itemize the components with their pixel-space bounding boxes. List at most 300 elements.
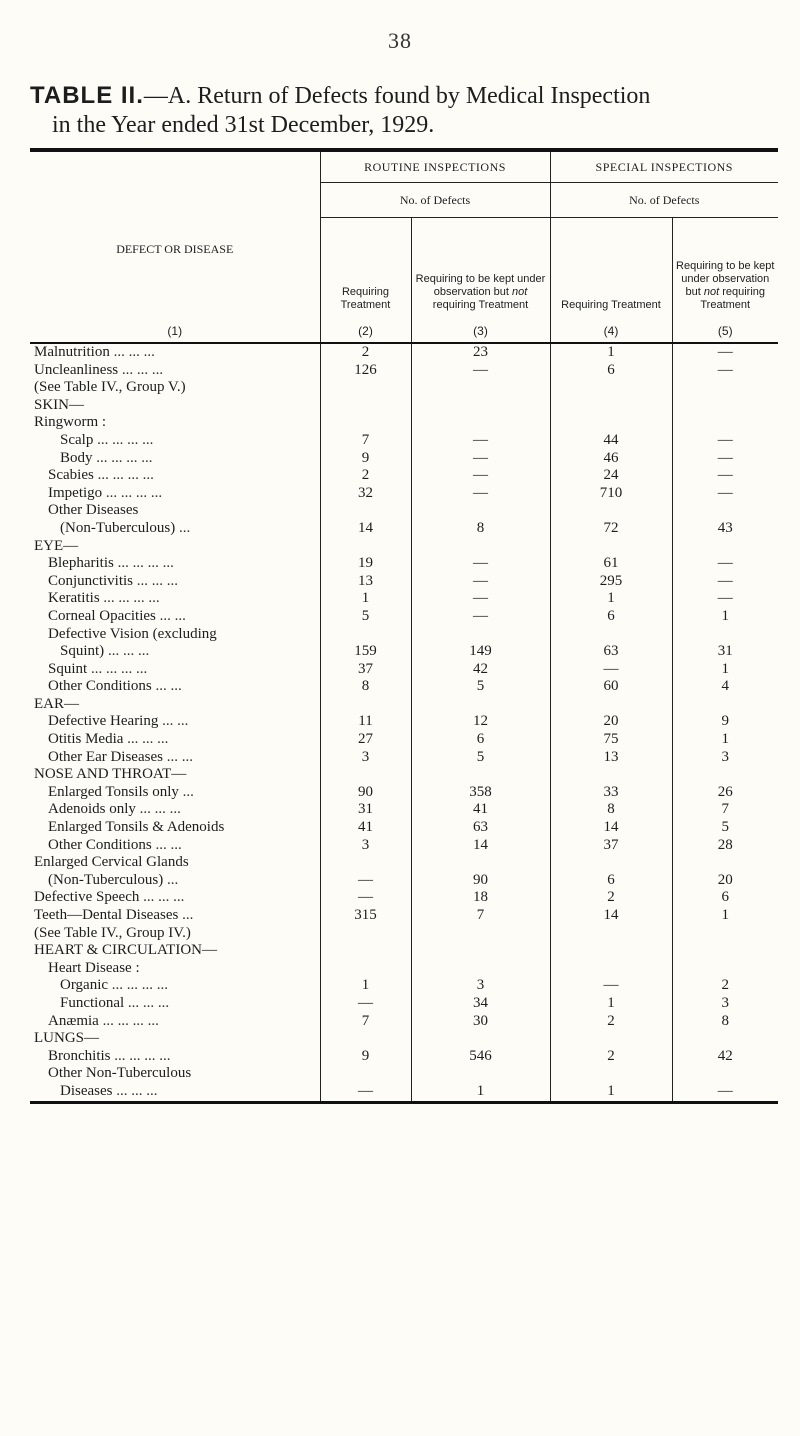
- table-row: [30, 713, 778, 731]
- cell-c4: [550, 696, 672, 714]
- cell-c5: —: [672, 450, 778, 468]
- cell-c5: [672, 502, 778, 520]
- row-label: [30, 1030, 320, 1048]
- cell-c4: [550, 379, 672, 397]
- routine-no-defects-header: No. of Defects: [320, 183, 550, 218]
- cell-c4: [550, 960, 672, 978]
- cell-c5: 5: [672, 819, 778, 837]
- table-row: [30, 819, 778, 837]
- row-label-text: Other Conditions: [48, 678, 152, 695]
- cell-c4: [550, 854, 672, 872]
- table-row: [30, 889, 778, 907]
- cell-c5: 3: [672, 749, 778, 767]
- row-leader-dots: ... ...: [162, 713, 189, 730]
- cell-c5: [672, 538, 778, 556]
- cell-c2: 126: [320, 362, 411, 380]
- cell-c2: 9: [320, 1048, 411, 1066]
- row-label: [30, 1013, 320, 1031]
- table-row: [30, 995, 778, 1013]
- cell-c3: —: [411, 573, 550, 591]
- cell-c3: [411, 397, 550, 415]
- row-label: [30, 608, 320, 626]
- row-label: [30, 661, 320, 679]
- row-leader-dots: ... ... ... ...: [97, 467, 154, 484]
- cell-c5: [672, 960, 778, 978]
- cell-c4: 1: [550, 343, 672, 362]
- row-label-text: Keratitis: [48, 590, 100, 607]
- row-leader-dots: ... ...: [166, 748, 193, 765]
- table-row: [30, 520, 778, 538]
- cell-c2: 3: [320, 749, 411, 767]
- cell-c4: 61: [550, 555, 672, 573]
- cell-c3: 63: [411, 819, 550, 837]
- row-leader-dots: ... ... ... ...: [97, 431, 154, 448]
- row-label-text: Other Conditions: [48, 836, 152, 853]
- row-label: [30, 362, 320, 380]
- cell-c4: [550, 626, 672, 644]
- table-row: [30, 608, 778, 626]
- cell-c3: [411, 414, 550, 432]
- cell-c4: [550, 1065, 672, 1083]
- table-row: [30, 397, 778, 415]
- row-label: [30, 837, 320, 855]
- cell-c2: 5: [320, 608, 411, 626]
- cell-c4: 1: [550, 590, 672, 608]
- cell-c2: 13: [320, 573, 411, 591]
- table-row: [30, 1083, 778, 1101]
- table-row: [30, 854, 778, 872]
- cell-c3: 6: [411, 731, 550, 749]
- cell-c5: 7: [672, 801, 778, 819]
- cell-c5: 28: [672, 837, 778, 855]
- row-leader-dots: ... ... ... ...: [103, 590, 160, 607]
- cell-c4: 37: [550, 837, 672, 855]
- col3-text-b: requiring Treatment: [432, 299, 529, 311]
- row-label: [30, 749, 320, 767]
- cell-c4: [550, 397, 672, 415]
- cell-c3: 546: [411, 1048, 550, 1066]
- row-label-text: Organic: [60, 977, 109, 994]
- cell-c5: 1: [672, 661, 778, 679]
- cell-c5: [672, 696, 778, 714]
- table-row: [30, 362, 778, 380]
- row-label: [30, 343, 320, 362]
- row-label: [30, 467, 320, 485]
- row-label: [30, 696, 320, 714]
- cell-c3: 5: [411, 678, 550, 696]
- table-title: [30, 82, 650, 110]
- cell-c3: 1: [411, 1083, 550, 1101]
- row-label-text: Conjunctivitis: [48, 572, 134, 589]
- row-label-text: Bronchitis: [48, 1047, 111, 1064]
- cell-c4: 6: [550, 872, 672, 890]
- row-leader-dots: ...: [167, 871, 179, 888]
- row-label: [30, 995, 320, 1013]
- row-label-text: Enlarged Tonsils & Adenoids: [48, 819, 225, 836]
- table-row: [30, 1013, 778, 1031]
- defect-column-label: DEFECT OR DISEASE: [116, 241, 234, 256]
- col3-number: (3): [411, 316, 550, 343]
- cell-c3: —: [411, 467, 550, 485]
- cell-c5: [672, 1030, 778, 1048]
- table-row: [30, 942, 778, 960]
- table-row: [30, 343, 778, 362]
- cell-c3: 23: [411, 343, 550, 362]
- table-row: [30, 1065, 778, 1083]
- cell-c4: [550, 502, 672, 520]
- row-label-text: Defective Speech: [34, 889, 140, 906]
- cell-c4: 44: [550, 432, 672, 450]
- cell-c3: [411, 942, 550, 960]
- cell-c5: [672, 854, 778, 872]
- cell-c3: —: [411, 590, 550, 608]
- table-row: [30, 643, 778, 661]
- cell-c2: 159: [320, 643, 411, 661]
- cell-c4: 14: [550, 907, 672, 925]
- table-row: [30, 766, 778, 784]
- row-label: [30, 678, 320, 696]
- row-label-text: Defective Vision (excluding: [48, 625, 217, 642]
- row-label-text: EYE—: [34, 537, 79, 554]
- table-row: [30, 784, 778, 802]
- cell-c4: [550, 538, 672, 556]
- col5-number: (5): [672, 316, 778, 343]
- col5-text-b: requiring Treatment: [700, 286, 766, 311]
- row-label: [30, 766, 320, 784]
- cell-c3: 8: [411, 520, 550, 538]
- row-leader-dots: ...: [182, 783, 194, 800]
- row-label: [30, 502, 320, 520]
- row-label: [30, 942, 320, 960]
- cell-c4: 33: [550, 784, 672, 802]
- cell-c5: 3: [672, 995, 778, 1013]
- cell-c4: 710: [550, 485, 672, 503]
- cell-c2: —: [320, 995, 411, 1013]
- row-leader-dots: ... ... ...: [113, 344, 155, 360]
- cell-c4: 14: [550, 819, 672, 837]
- row-leader-dots: ... ... ...: [121, 361, 164, 378]
- table-row: [30, 379, 778, 397]
- row-label-text: Functional: [60, 994, 125, 1011]
- cell-c2: [320, 925, 411, 943]
- cell-c3: 14: [411, 837, 550, 855]
- table-row: [30, 467, 778, 485]
- table-row: [30, 872, 778, 890]
- table-row: [30, 925, 778, 943]
- cell-c3: [411, 1065, 550, 1083]
- row-label: [30, 1048, 320, 1066]
- cell-c2: [320, 538, 411, 556]
- cell-c4: 8: [550, 801, 672, 819]
- cell-c4: [550, 942, 672, 960]
- cell-c4: 1: [550, 995, 672, 1013]
- cell-c2: [320, 379, 411, 397]
- row-label: [30, 626, 320, 644]
- cell-c5: 4: [672, 678, 778, 696]
- cell-c5: —: [672, 1083, 778, 1101]
- special-inspections-header: SPECIAL INSPECTIONS: [550, 152, 778, 183]
- row-label-text: Enlarged Cervical Glands: [34, 854, 189, 871]
- cell-c2: [320, 502, 411, 520]
- routine-inspections-header: ROUTINE INSPECTIONS: [320, 152, 550, 183]
- cell-c4: 24: [550, 467, 672, 485]
- row-leader-dots: ... ... ...: [116, 1082, 158, 1099]
- cell-c3: 41: [411, 801, 550, 819]
- cell-c5: [672, 397, 778, 415]
- row-label-text: (See Table IV., Group IV.): [34, 924, 191, 941]
- cell-c5: 20: [672, 872, 778, 890]
- row-label-text: EAR—: [34, 695, 79, 712]
- cell-c4: [550, 1030, 672, 1048]
- cell-c5: [672, 626, 778, 644]
- cell-c3: —: [411, 608, 550, 626]
- cell-c2: —: [320, 872, 411, 890]
- row-label: [30, 889, 320, 907]
- col4-header: Requiring Treatment: [550, 218, 672, 317]
- cell-c5: 1: [672, 608, 778, 626]
- table-subtitle: in the Year ended 31st December, 1929.: [52, 112, 435, 138]
- cell-c5: 42: [672, 1048, 778, 1066]
- cell-c2: 90: [320, 784, 411, 802]
- cell-c3: [411, 960, 550, 978]
- cell-c3: —: [411, 555, 550, 573]
- cell-c2: 11: [320, 713, 411, 731]
- bottom-rule: [30, 1101, 778, 1104]
- row-label: [30, 590, 320, 608]
- row-label-text: Blepharitis: [48, 555, 114, 572]
- row-leader-dots: ... ... ...: [143, 889, 185, 906]
- cell-c5: —: [672, 467, 778, 485]
- cell-c5: 31: [672, 643, 778, 661]
- cell-c4: —: [550, 977, 672, 995]
- cell-c3: —: [411, 432, 550, 450]
- cell-c5: 26: [672, 784, 778, 802]
- col3-header: [411, 218, 550, 317]
- row-leader-dots: ... ... ... ...: [90, 660, 148, 677]
- table-row: [30, 573, 778, 591]
- cell-c3: [411, 379, 550, 397]
- row-label: [30, 854, 320, 872]
- cell-c3: 18: [411, 889, 550, 907]
- cell-c5: —: [672, 343, 778, 362]
- row-leader-dots: ... ... ...: [139, 801, 181, 818]
- row-label: [30, 643, 320, 661]
- row-label-text: Uncleanliness: [34, 361, 119, 378]
- row-label-text: Malnutrition: [34, 344, 110, 360]
- cell-c4: [550, 766, 672, 784]
- row-leader-dots: ... ... ... ...: [114, 1047, 171, 1064]
- row-label: [30, 960, 320, 978]
- row-label-text: Body: [60, 449, 93, 466]
- cell-c4: 2: [550, 889, 672, 907]
- page-number: 38: [388, 28, 412, 53]
- row-label-text: Ringworm :: [34, 414, 107, 431]
- cell-c3: [411, 1030, 550, 1048]
- cell-c2: 1: [320, 977, 411, 995]
- cell-c3: 34: [411, 995, 550, 1013]
- cell-c2: 14: [320, 520, 411, 538]
- cell-c5: 9: [672, 713, 778, 731]
- cell-c2: —: [320, 889, 411, 907]
- cell-c3: [411, 502, 550, 520]
- cell-c2: 8: [320, 678, 411, 696]
- row-label: [30, 555, 320, 573]
- cell-c4: 1: [550, 1083, 672, 1101]
- table-row: [30, 749, 778, 767]
- col1-number: (1): [30, 316, 320, 343]
- col2-number: (2): [320, 316, 411, 343]
- row-leader-dots: ... ... ... ...: [105, 484, 163, 501]
- row-label: [30, 432, 320, 450]
- cell-c2: 1: [320, 590, 411, 608]
- row-label-text: Squint: [48, 660, 88, 677]
- row-leader-dots: ... ...: [159, 607, 186, 624]
- row-label: [30, 1065, 320, 1083]
- cell-c3: [411, 766, 550, 784]
- cell-c2: [320, 397, 411, 415]
- cell-c2: 7: [320, 1013, 411, 1031]
- row-label-text: Scalp: [60, 431, 94, 448]
- cell-c2: [320, 696, 411, 714]
- row-label-text: (See Table IV., Group V.): [34, 379, 186, 396]
- row-label-text: Impetigo: [48, 484, 103, 501]
- table-row: [30, 450, 778, 468]
- table-row: [30, 502, 778, 520]
- cell-c2: [320, 766, 411, 784]
- cell-c3: —: [411, 362, 550, 380]
- row-label-text: Heart Disease :: [48, 959, 140, 976]
- blank-header: [30, 152, 320, 183]
- cell-c3: —: [411, 450, 550, 468]
- row-leader-dots: ... ... ... ...: [117, 555, 174, 572]
- cell-c5: —: [672, 485, 778, 503]
- cell-c5: 43: [672, 520, 778, 538]
- row-label-text: Enlarged Tonsils only: [48, 783, 179, 800]
- cell-c4: 2: [550, 1013, 672, 1031]
- cell-c2: 3: [320, 837, 411, 855]
- cell-c5: —: [672, 590, 778, 608]
- cell-c2: [320, 854, 411, 872]
- cell-c2: 41: [320, 819, 411, 837]
- row-label: [30, 573, 320, 591]
- table-row: [30, 414, 778, 432]
- cell-c2: 315: [320, 907, 411, 925]
- row-label-text: Otitis Media: [48, 731, 124, 748]
- cell-c5: —: [672, 555, 778, 573]
- table-row: [30, 1048, 778, 1066]
- cell-c2: 37: [320, 661, 411, 679]
- cell-c4: 6: [550, 608, 672, 626]
- cell-c2: 7: [320, 432, 411, 450]
- cell-c3: [411, 696, 550, 714]
- row-leader-dots: ... ... ...: [127, 994, 170, 1011]
- row-label-text: Scabies: [48, 467, 94, 484]
- cell-c3: [411, 626, 550, 644]
- row-leader-dots: ... ... ...: [107, 643, 150, 660]
- table-title-text: —A. Return of Defects found by Medical Inspection: [143, 83, 651, 109]
- cell-c4: [550, 414, 672, 432]
- row-label-text: Corneal Opacities: [48, 607, 156, 624]
- defects-table: [30, 152, 778, 1101]
- row-label-text: (Non-Tuberculous): [60, 519, 176, 536]
- cell-c5: 8: [672, 1013, 778, 1031]
- table-row: [30, 661, 778, 679]
- row-label-text: Teeth—Dental Diseases: [34, 907, 179, 923]
- row-label: [30, 450, 320, 468]
- row-label-text: SKIN—: [34, 396, 85, 413]
- cell-c3: 12: [411, 713, 550, 731]
- cell-c4: 72: [550, 520, 672, 538]
- cell-c2: [320, 942, 411, 960]
- table-body: [30, 343, 778, 1101]
- cell-c2: 19: [320, 555, 411, 573]
- table-row: [30, 538, 778, 556]
- row-label: [30, 784, 320, 802]
- row-label-text: Other Ear Diseases: [48, 748, 163, 765]
- row-label: [30, 872, 320, 890]
- cell-c5: —: [672, 432, 778, 450]
- row-label-text: HEART & CIRCULATION—: [34, 942, 217, 959]
- table-row: [30, 590, 778, 608]
- row-label: [30, 731, 320, 749]
- cell-c4: 46: [550, 450, 672, 468]
- cell-c3: 5: [411, 749, 550, 767]
- cell-c2: 27: [320, 731, 411, 749]
- table-row: [30, 977, 778, 995]
- cell-c5: 6: [672, 889, 778, 907]
- cell-c5: 1: [672, 731, 778, 749]
- cell-c5: [672, 925, 778, 943]
- table-row: [30, 678, 778, 696]
- col3-not: not: [511, 286, 528, 298]
- table-row: [30, 907, 778, 925]
- cell-c3: [411, 854, 550, 872]
- cell-c2: 2: [320, 467, 411, 485]
- row-label: [30, 801, 320, 819]
- row-leader-dots: ...: [179, 519, 191, 536]
- table-row: [30, 555, 778, 573]
- col5-text-a: Requiring to be kept under observation but: [676, 260, 775, 298]
- row-leader-dots: ... ... ... ...: [96, 449, 153, 466]
- special-no-defects-header: No. of Defects: [550, 183, 778, 218]
- row-label: [30, 713, 320, 731]
- row-label: [30, 819, 320, 837]
- row-label: [30, 485, 320, 503]
- row-label-text: Defective Hearing: [48, 713, 159, 730]
- row-label-text: Other Diseases: [48, 502, 139, 519]
- cell-c3: 42: [411, 661, 550, 679]
- row-leader-dots: ... ...: [155, 678, 182, 695]
- cell-c3: 30: [411, 1013, 550, 1031]
- cell-c2: 32: [320, 485, 411, 503]
- row-label: [30, 397, 320, 415]
- cell-c2: [320, 414, 411, 432]
- cell-c3: 3: [411, 977, 550, 995]
- row-label-text: NOSE AND THROAT—: [34, 766, 187, 783]
- row-label-text: Diseases: [60, 1082, 113, 1099]
- table-row: [30, 485, 778, 503]
- col2-header: Requiring Treatment: [320, 218, 411, 317]
- cell-c3: 7: [411, 907, 550, 925]
- table-row: [30, 837, 778, 855]
- cell-c4: 63: [550, 643, 672, 661]
- defect-column-header: [30, 183, 320, 317]
- cell-c2: [320, 1030, 411, 1048]
- row-label-text: LUNGS—: [34, 1030, 100, 1047]
- defects-table-container: [30, 148, 778, 1104]
- cell-c4: 60: [550, 678, 672, 696]
- cell-c3: [411, 925, 550, 943]
